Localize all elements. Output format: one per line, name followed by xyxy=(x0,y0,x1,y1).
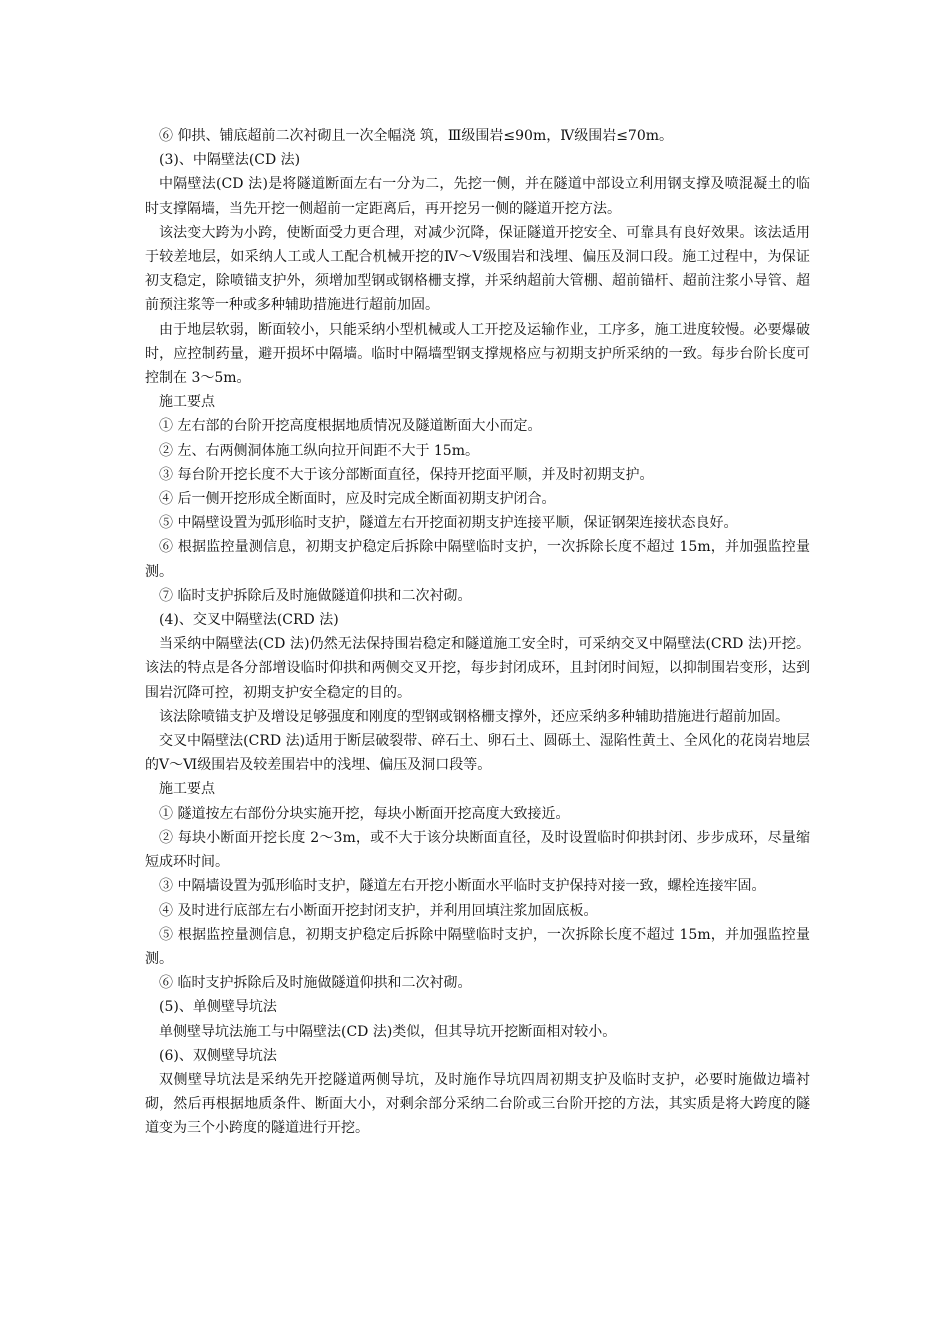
document-page xyxy=(145,124,810,1141)
section-heading-crd-method: (4)、交叉中隔壁法(CRD 法) xyxy=(159,612,339,629)
subheading-construction-points: 施工要点 xyxy=(159,394,215,411)
list-item: ⑥ 根据监控量测信息，初期支护稳定后拆除中隔壁临时支护，一次拆除长度不超过 15m，并加强监控量测。 xyxy=(145,539,810,580)
section-heading-cd-method: (3)、中隔壁法(CD 法) xyxy=(159,152,301,169)
paragraph-single-side-drift: 单侧壁导坑法施工与中隔壁法(CD 法)类似，但其导坑开挖断面相对较小。 xyxy=(159,1023,617,1040)
paragraph-crd-definition: 当采纳中隔壁法(CD 法)仍然无法保持围岩稳定和隧道施工安全时，可采纳交叉中隔壁法(CRD 法)开挖。该法的特点是各分部增设临时仰拱和两侧交叉开挖，每步封闭成环，且封闭时间短，以抑制围岩变形，达到围岩沉降可控，初期支护安全稳定的目的。 xyxy=(145,636,810,701)
paragraph-crd-application: 交叉中隔壁法(CRD 法)适用于断层破裂带、碎石土、卵石土、圆砾土、湿陷性黄土、全风化的花岗岩地层的Ⅴ～Ⅵ级围岩及较差围岩中的浅埋、偏压及洞口段等。 xyxy=(145,733,810,774)
paragraph-cd-soft-ground: 由于地层软弱，断面较小，只能采纳小型机械或人工开挖及运输作业，工序多，施工进度较慢。必要爆破时，应控制药量，避开损坏中隔墙。临时中隔墙型钢支撑规格应与初期支护所采纳的一致。每步台阶长度可控制在 3～5m。 xyxy=(145,321,810,387)
list-item: ④ 及时进行底部左右小断面开挖封闭支护，并利用回填注浆加固底板。 xyxy=(159,902,598,919)
list-item: ⑥ 临时支护拆除后及时施做隧道仰拱和二次衬砌。 xyxy=(159,975,472,992)
paragraph-double-side-drift: 双侧壁导坑法是采纳先开挖隧道两侧导坑，及时施作导坑四周初期支护及临时支护，必要时施做边墙衬砌，然后再根据地质条件、断面大小，对剩余部分采纳二台阶或三台阶开挖的方法，其实质是将大跨度的隧道变为三个小跨度的隧道进行开挖。 xyxy=(145,1071,810,1137)
list-item: ② 每块小断面开挖长度 2～3m，或不大于该分块断面直径，及时设置临时仰拱封闭、步步成环，尽量缩短成环时间。 xyxy=(145,829,810,871)
paragraph-cd-definition: 中隔壁法(CD 法)是将隧道断面左右一分为二，先挖一侧，并在隧道中部设立利用钢支撑及喷混凝土的临时支撑隔墙，当先开挖一侧超前一定距离后，再开挖另一侧的隧道开挖方法。 xyxy=(145,176,810,217)
list-item: ② 左、右两侧洞体施工纵向拉开间距不大于 15m。 xyxy=(159,442,479,459)
section-heading-double-side-drift: (6)、双侧壁导坑法 xyxy=(159,1047,277,1064)
list-item: ⑤ 根据监控量测信息，初期支护稳定后拆除中隔壁临时支护，一次拆除长度不超过 15m，并加强监控量测。 xyxy=(145,926,810,967)
list-item: ⑤ 中隔壁设置为弧形临时支护，隧道左右开挖面初期支护连接平顺，保证钢架连接状态良好。 xyxy=(159,515,738,532)
section-heading-single-side-drift: (5)、单侧壁导坑法 xyxy=(159,999,277,1016)
list-item: ① 隧道按左右部份分块实施开挖，每块小断面开挖高度大致接近。 xyxy=(159,805,570,822)
list-item: ⑦ 临时支护拆除后及时施做隧道仰拱和二次衬砌。 xyxy=(159,587,472,604)
list-item: ③ 每台阶开挖长度不大于该分部断面直径，保持开挖面平顺，并及时初期支护。 xyxy=(159,466,654,483)
list-item: ① 左右部的台阶开挖高度根据地质情况及隧道断面大小而定。 xyxy=(159,418,542,435)
list-item: ③ 中隔墙设置为弧形临时支护，隧道左右开挖小断面水平临时支护保持对接一致，螺栓连接牢固。 xyxy=(159,878,766,895)
paragraph-crd-support: 该法除喷锚支护及增设足够强度和刚度的型钢或钢格栅支撑外，还应采纳多种辅助措施进行超前加固。 xyxy=(159,708,789,725)
paragraph-cd-application: 该法变大跨为小跨，使断面受力更合理，对减少沉降，保证隧道开挖安全、可靠具有良好效果。该法适用于较差地层，如采纳人工或人工配合机械开挖的Ⅳ～Ⅴ级围岩和浅埋、偏压及洞口段。施工过程中，为保证初支稳定，除喷锚支护外，须增加型钢或钢格栅支撑，并采纳超前大管棚、超前锚杆、超前注浆小导管、超前预注浆等一种或多种辅助措施进行超前加固。 xyxy=(145,224,810,314)
subheading-construction-points: 施工要点 xyxy=(159,781,215,798)
paragraph-item-6-invert: ⑥ 仰拱、铺底超前二次衬砌且一次全幅浇 筑，Ⅲ级围岩≤90m，Ⅳ级围岩≤70m。 xyxy=(159,128,674,144)
list-item: ④ 后一侧开挖形成全断面时，应及时完成全断面初期支护闭合。 xyxy=(159,491,556,508)
